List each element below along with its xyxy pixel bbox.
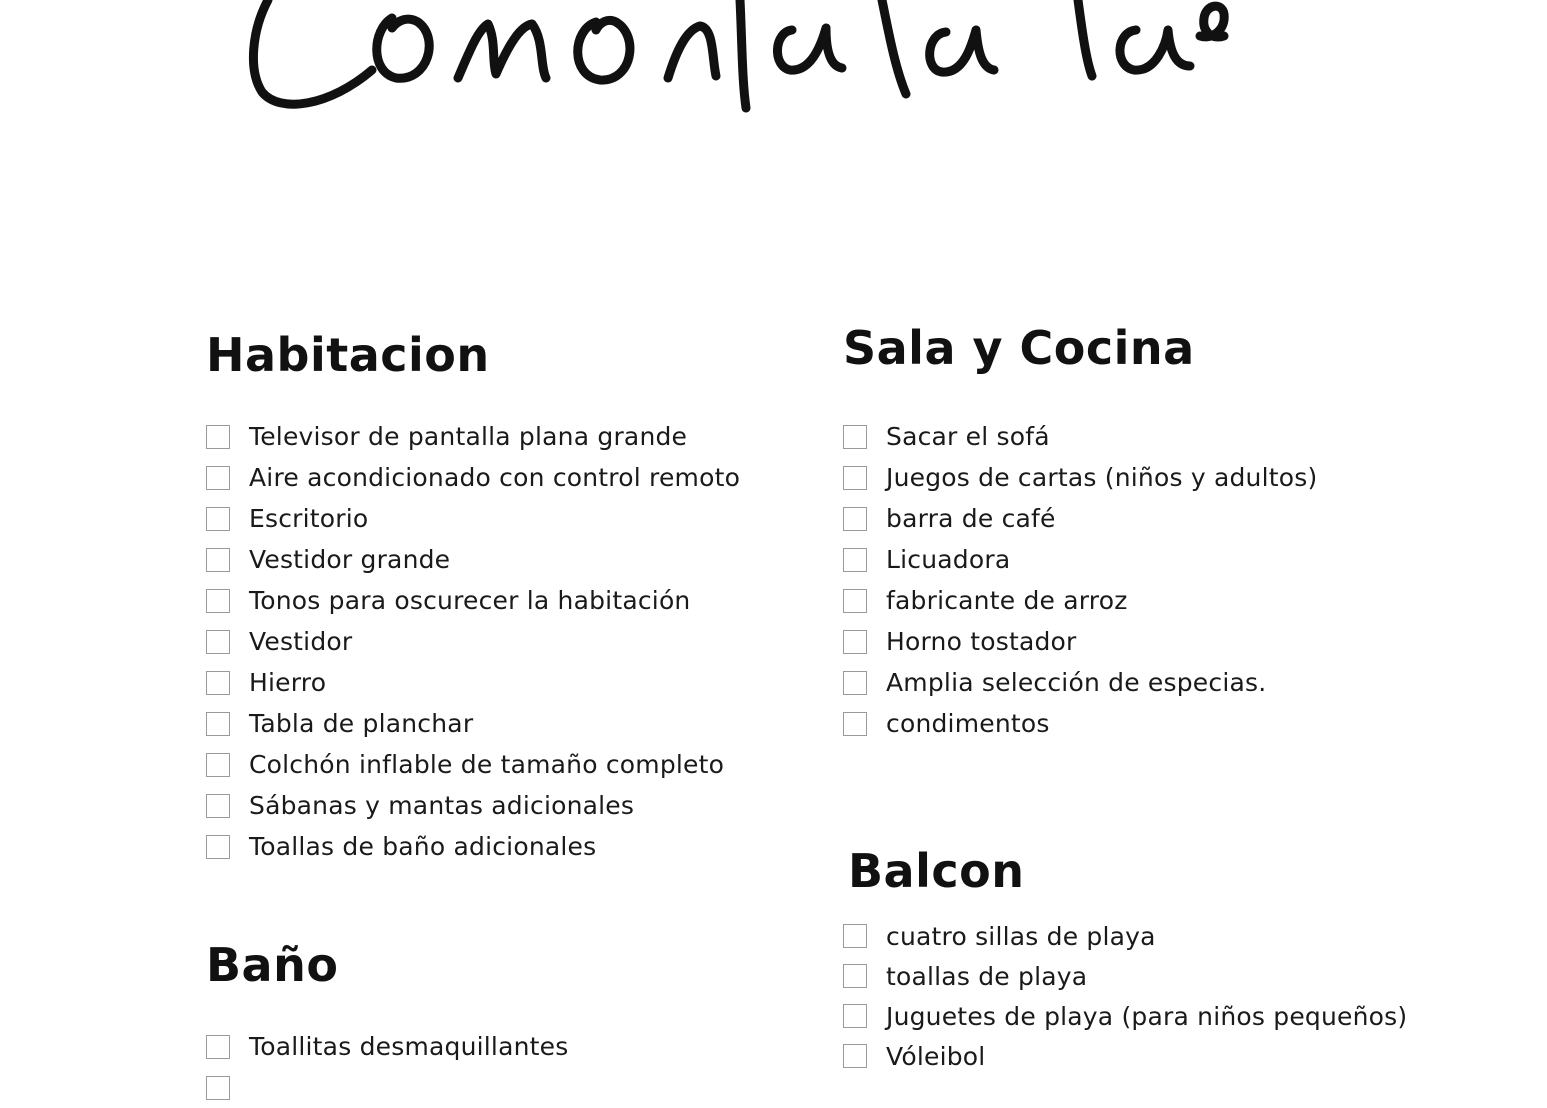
checkbox[interactable]	[206, 507, 230, 531]
checkbox[interactable]	[843, 630, 867, 654]
checklist-item[interactable]	[206, 457, 740, 498]
checkbox[interactable]	[843, 671, 867, 695]
checklist-item[interactable]	[843, 996, 1407, 1036]
checklist-item-label: barra de café	[886, 504, 1056, 533]
checkbox[interactable]	[843, 425, 867, 449]
section-title-habitacion: Habitacion	[206, 328, 490, 382]
checklist-item-label: cuatro sillas de playa	[886, 921, 1156, 951]
checklist-item-label: Vestidor	[249, 627, 353, 656]
checklist-item-label: fabricante de arroz	[886, 586, 1128, 615]
checkbox[interactable]	[843, 466, 867, 490]
checklist-item[interactable]	[843, 1036, 1407, 1076]
checklist-item-label: Licuadora	[886, 545, 1011, 574]
checklist-item-label: Hierro	[249, 668, 327, 697]
checklist-item-label: toallas de playa	[886, 961, 1088, 991]
checklist-item[interactable]	[206, 539, 740, 580]
checklist-item[interactable]	[843, 956, 1407, 996]
checklist-item[interactable]	[843, 703, 1317, 744]
section-title-bano: Baño	[206, 938, 339, 992]
checklist-item-label: Tabla de planchar	[249, 709, 474, 738]
checklist-item[interactable]	[843, 621, 1317, 662]
checklist-item[interactable]	[206, 744, 740, 785]
checkbox[interactable]	[206, 466, 230, 490]
checklist-item[interactable]	[206, 785, 740, 826]
checklist-item[interactable]	[206, 1026, 568, 1067]
section-bano	[206, 938, 569, 1108]
checklist-item[interactable]	[206, 662, 740, 703]
checklist-item-label: Toallitas desmaquillantes	[249, 1032, 569, 1061]
section-habitacion	[206, 328, 741, 867]
checkbox[interactable]	[843, 589, 867, 613]
checklist-item-label: Sábanas y mantas adicionales	[249, 791, 635, 820]
checklist-item-label: Juegos de cartas (niños y adultos)	[886, 463, 1318, 492]
checkbox[interactable]	[843, 507, 867, 531]
checklist-item[interactable]	[206, 498, 740, 539]
checkbox[interactable]	[843, 712, 867, 736]
section-balcon	[848, 844, 1408, 1076]
checklist-item[interactable]	[843, 498, 1317, 539]
checkbox[interactable]	[206, 630, 230, 654]
checklist-item-label: Horno tostador	[886, 627, 1077, 656]
checklist-item[interactable]	[206, 703, 740, 744]
checklist-item[interactable]	[843, 416, 1317, 457]
checkbox[interactable]	[206, 753, 230, 777]
checkbox[interactable]	[206, 835, 230, 859]
checklist-item-label: Televisor de pantalla plana grande	[249, 422, 688, 451]
section-title-sala-y-cocina: Sala y Cocina	[843, 321, 1195, 375]
checklist-item-label: Sacar el sofá	[886, 422, 1050, 451]
checklist-item[interactable]	[843, 916, 1407, 956]
checklist-sala-y-cocina	[843, 416, 1317, 744]
checkbox[interactable]	[843, 1044, 867, 1068]
checklist-item[interactable]	[843, 580, 1317, 621]
checklist-item[interactable]	[206, 621, 740, 662]
checklist-item[interactable]	[843, 457, 1317, 498]
checkbox[interactable]	[206, 712, 230, 736]
checklist-item-label: Juguetes de playa (para niños pequeños)	[886, 1001, 1408, 1031]
checklist-item-label: Colchón inflable de tamaño completo	[249, 750, 725, 779]
checkbox[interactable]	[206, 548, 230, 572]
checklist-habitacion	[206, 416, 740, 867]
checklist-item-label: Amplia selección de especias.	[886, 668, 1267, 697]
section-sala-y-cocina	[843, 321, 1318, 744]
checklist-bano	[206, 1026, 568, 1108]
checklist-item[interactable]	[206, 580, 740, 621]
checklist-item[interactable]	[206, 416, 740, 457]
checklist-balcon	[843, 916, 1407, 1076]
checklist-item-label: Vestidor grande	[249, 545, 451, 574]
checkbox[interactable]	[206, 589, 230, 613]
checklist-item-label: Tonos para oscurecer la habitación	[249, 586, 691, 615]
checkbox[interactable]	[206, 1035, 230, 1059]
checkbox[interactable]	[843, 548, 867, 572]
checkbox[interactable]	[843, 924, 867, 948]
checklist-item[interactable]	[843, 662, 1317, 703]
section-title-balcon: Balcon	[848, 844, 1025, 898]
checklist-item-label: Escritorio	[249, 504, 369, 533]
checklist-item-label: Vóleibol	[886, 1041, 986, 1071]
checkbox[interactable]	[843, 964, 867, 988]
checkbox[interactable]	[206, 671, 230, 695]
checkbox[interactable]	[206, 425, 230, 449]
checkbox[interactable]	[206, 1076, 230, 1100]
checklist-item-partial[interactable]	[206, 1067, 568, 1108]
checklist-item-label: condimentos	[886, 709, 1050, 738]
checklist-item-label: Aire acondicionado con control remoto	[249, 463, 741, 492]
checklist-item[interactable]	[206, 826, 740, 867]
checklist-item-label: Toallas de baño adicionales	[249, 832, 597, 861]
checkbox[interactable]	[206, 794, 230, 818]
checklist-item[interactable]	[843, 539, 1317, 580]
checkbox[interactable]	[843, 1004, 867, 1028]
handwritten-title-logo	[0, 0, 1547, 130]
